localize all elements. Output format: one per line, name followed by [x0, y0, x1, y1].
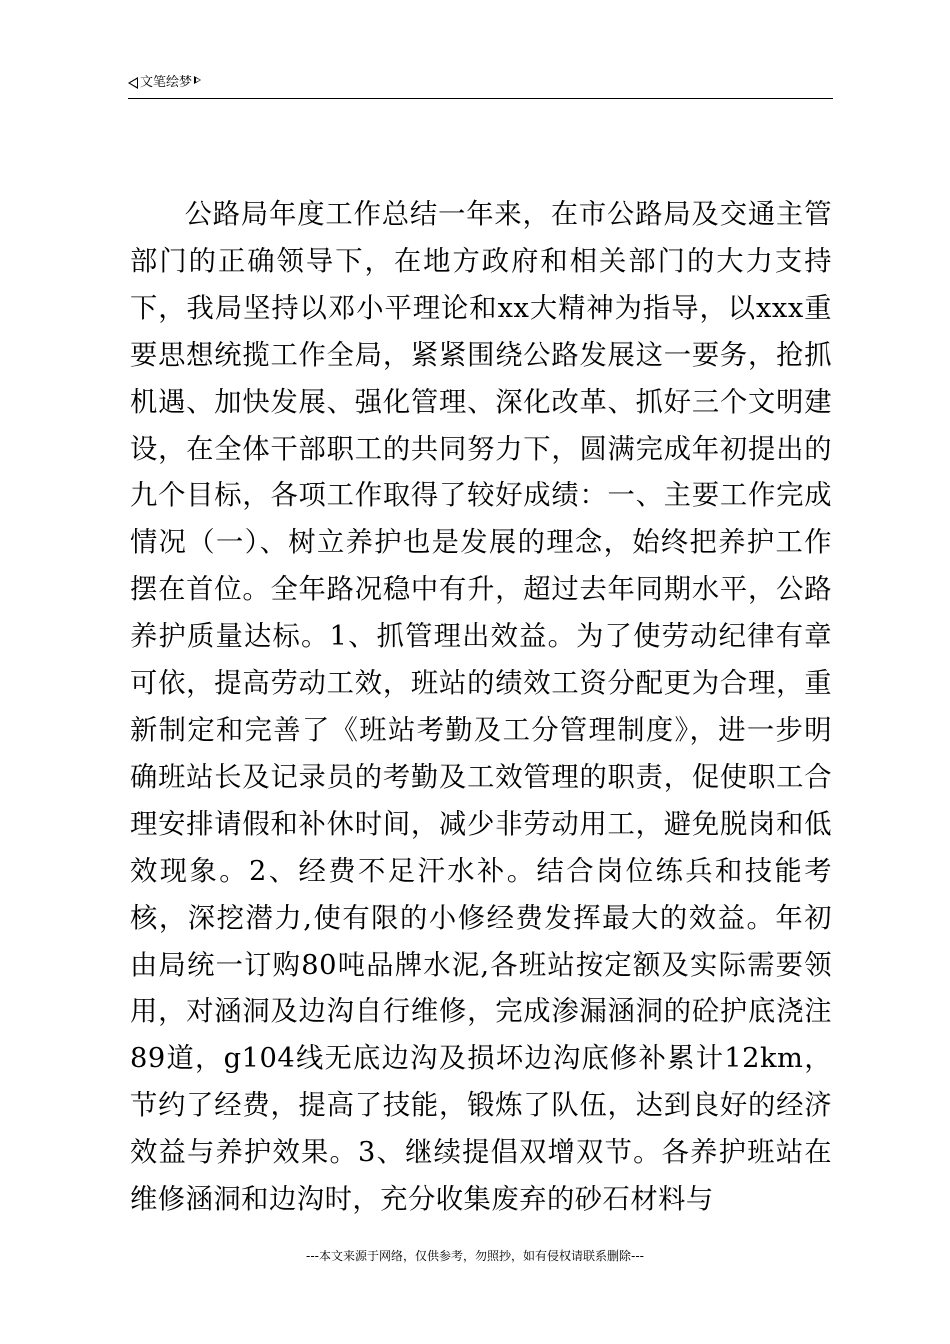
- left-triangle-icon: [128, 77, 138, 89]
- header-brand: [128, 75, 201, 91]
- right-triangle-icon: [194, 76, 201, 84]
- header-label: 文笔绘梦: [140, 75, 193, 90]
- footer-notice: ---本文来源于网络，仅供参考，勿照抄，如有侵权请联系删除---: [306, 1249, 644, 1263]
- body-paragraph: 公路局年度工作总结一年来，在市公路局及交通主管部门的正确领导下，在地方政府和相关部门的大力支持下，我局坚持以邓小平理论和xx大精神为指导，以xxx重要思想统揽工作全局，紧紧围绕公路发展这一要务，抢抓机遇、加快发展、强化管理、深化改革、抓好三个文明建设，在全体干部职工的共同努力下，圆满完成年初提出的九个目标，各项工作取得了较好成绩：一、主要工作完成情况（一）、树立养护也是发展的理念，始终把养护工作摆在首位。全年路况稳中有升，超过去年同期水平，公路养护质量达标。1、抓管理出效益。为了使劳动纪律有章可依，提高劳动工效，班站的绩效工资分配更为合理，重新制定和完善了《班站考勤及工分管理制度》，进一步明确班站长及记录员的考勤及工效管理的职责，促使职工合理安排请假和补休时间，减少非劳动用工，避免脱岗和低效现象。2、经费不足汗水补。结合岗位练兵和技能考核，深挖潜力,使有限的小修经费发挥最大的效益。年初由局统一订购80吨品牌水泥,各班站按定额及实际需要领用，对涵洞及边沟自行维修，完成渗漏涵洞的砼护底浇注89道，g104线无底边沟及损坏边沟底修补累计12km，节约了经费，提高了技能，锻炼了队伍，达到良好的经济效益与养护效果。3、继续提倡双增双节。各养护班站在维修涵洞和边沟时，充分收集废弃的砂石材料与: [130, 199, 832, 1216]
- page-header: [128, 72, 833, 99]
